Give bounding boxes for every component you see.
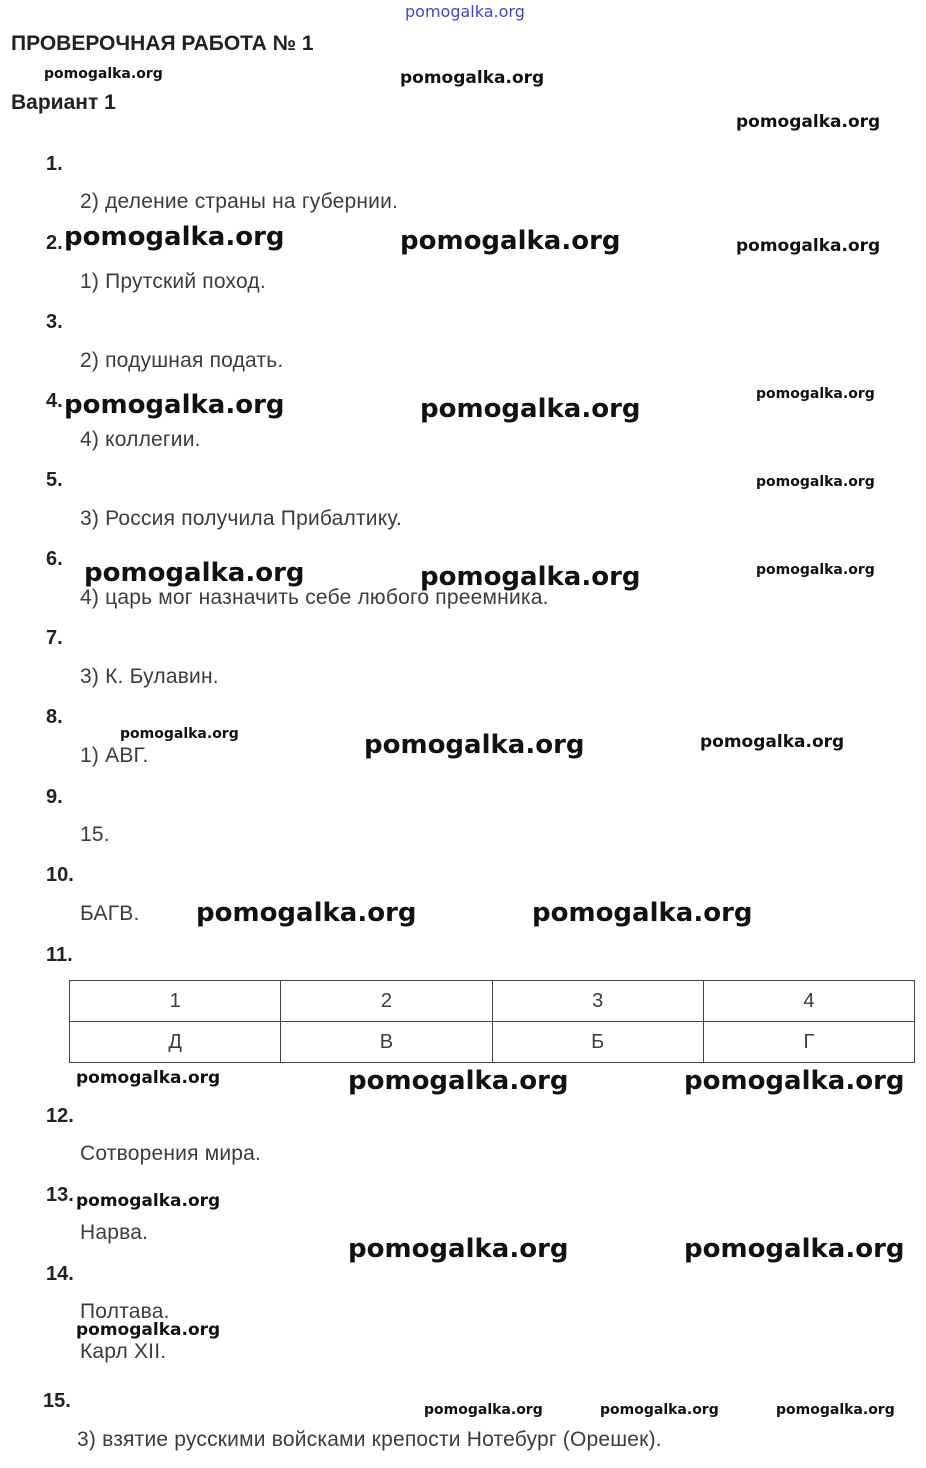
answer-number: 5. [46,469,63,491]
table-cell: 1 [70,981,281,1022]
table-cell: 2 [281,981,492,1022]
watermark: pomogalka.org [348,1234,569,1264]
table-cell: 3 [492,981,703,1022]
table-cell: В [281,1022,492,1063]
answer-text: 3) К. Булавин. [80,665,219,688]
watermark: pomogalka.org [736,236,881,256]
watermark: pomogalka.org [84,558,305,588]
watermark: pomogalka.org [76,1068,221,1088]
answer-text: 3) взятие русскими войсками крепости Нотебург (Орешек). [77,1428,662,1451]
watermark: pomogalka.org [756,562,875,578]
watermark: pomogalka.org [76,1191,221,1211]
table-cell: Б [492,1022,703,1063]
answer-number: 8. [46,706,63,728]
answer-number: 6. [46,548,63,570]
answer-text: 4) царь мог назначить себе любого преемника. [80,586,549,609]
watermark: pomogalka.org [120,726,239,742]
answer-text: Нарва. [80,1221,149,1244]
answer-number: 9. [46,786,63,808]
watermark: pomogalka.org [44,66,163,82]
page-title: ПРОВЕРОЧНАЯ РАБОТА № 1 [11,32,314,55]
answer-number: 14. [46,1263,74,1285]
watermark: pomogalka.org [684,1234,905,1264]
table-header-row [70,981,915,1022]
answer-number: 12. [46,1105,74,1127]
answer-number: 1. [46,153,63,175]
table-cell: Д [70,1022,281,1063]
watermark: pomogalka.org [424,1402,543,1418]
watermark: pomogalka.org [700,732,845,752]
table-cell: Г [703,1022,914,1063]
answer-text: 1) АВГ. [80,744,149,767]
watermark: pomogalka.org [64,390,285,420]
answer-number: 4. [46,390,63,412]
answer-text: 2) деление страны на губернии. [80,190,399,213]
answer-number: 13. [46,1184,74,1206]
answer-text: Полтава. [80,1300,170,1323]
watermark-top: pomogalka.org [405,2,525,21]
answer-text: 15. [80,823,110,846]
table-cell: 4 [703,981,914,1022]
answer-number: 3. [46,311,63,333]
variant-label: Вариант 1 [11,91,116,114]
matching-table [69,980,915,1063]
watermark: pomogalka.org [756,386,875,402]
watermark: pomogalka.org [64,222,285,252]
answer-number: 7. [46,627,63,649]
answer-number: 10. [46,864,74,886]
watermark: pomogalka.org [400,226,621,256]
watermark: pomogalka.org [756,474,875,490]
watermark: pomogalka.org [600,1402,719,1418]
watermark: pomogalka.org [532,898,753,928]
answer-text: 2) подушная подать. [80,349,284,372]
watermark: pomogalka.org [348,1066,569,1096]
watermark: pomogalka.org [364,730,585,760]
answer-number: 11. [46,944,73,966]
answer-text: 1) Прутский поход. [80,270,266,293]
answer-text: 3) Россия получила Прибалтику. [80,507,402,530]
answer-number: 15. [43,1390,71,1412]
answer-text: Сотворения мира. [80,1142,262,1165]
watermark: pomogalka.org [736,112,881,132]
answer-text-second: Карл XII. [80,1340,167,1363]
watermark: pomogalka.org [420,562,641,592]
watermark: pomogalka.org [76,1320,221,1340]
answer-text: БАГВ. [80,902,140,925]
watermark: pomogalka.org [420,394,641,424]
watermark: pomogalka.org [400,68,545,88]
watermark: pomogalka.org [684,1066,905,1096]
watermark: pomogalka.org [196,898,417,928]
answer-number: 2. [46,232,63,254]
answer-text: 4) коллегии. [80,428,201,451]
watermark: pomogalka.org [776,1402,895,1418]
table-row [70,1022,915,1063]
